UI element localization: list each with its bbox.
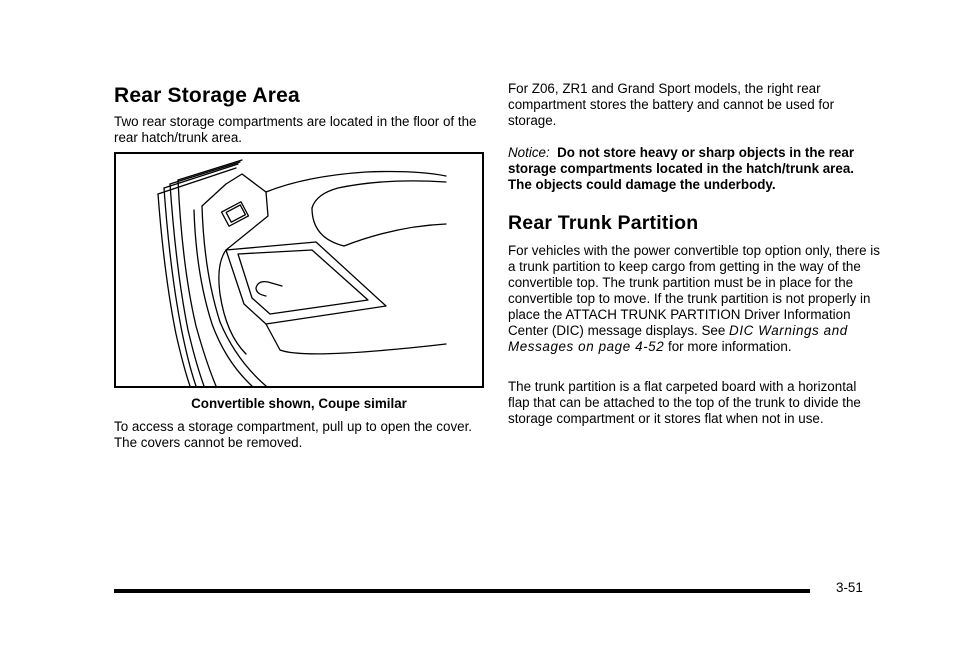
- trunk-partition-text-end: for more information.: [668, 339, 792, 354]
- intro-paragraph: Two rear storage compartments are located in the floor of the rear hatch/trunk area.: [114, 114, 477, 145]
- trunk-partition-paragraph: [508, 243, 880, 355]
- notice-label: Notice:: [508, 145, 550, 160]
- section-heading-rear-trunk-partition: Rear Trunk Partition: [508, 212, 699, 234]
- notice-text: Do not store heavy or sharp objects in the rear storage compartments located in the hatch/trunk area. The objects could damage the underbody.: [508, 145, 855, 192]
- notice-paragraph: [508, 145, 880, 193]
- trunk-partition-text: For vehicles with the power convertible top option only, there is a trunk partition to keep cargo from getting in the way of the convertible top. The trunk partition must be in place for the convertible top to move. If the trunk partition is not properly in place the ATTACH TRUNK PARTITION Driver Information Center (DIC) message displays. See: [508, 243, 880, 338]
- z06-paragraph: For Z06, ZR1 and Grand Sport models, the right rear compartment stores the battery and cannot be used for storage.: [508, 81, 835, 128]
- page-number: 3-51: [836, 580, 863, 595]
- access-paragraph: To access a storage compartment, pull up to open the cover. The covers cannot be removed.: [114, 419, 473, 450]
- section-heading-rear-storage-area: Rear Storage Area: [114, 84, 300, 107]
- trunk-line-drawing: [116, 154, 482, 386]
- figure-caption: Convertible shown, Coupe similar: [191, 396, 407, 411]
- trunk-illustration: [114, 152, 484, 388]
- footer-rule: [114, 589, 810, 593]
- dic-reference-link[interactable]: DIC Warnings and Messages on page 4-52: [508, 323, 848, 354]
- flat-board-paragraph: The trunk partition is a flat carpeted board with a horizontal flap that can be attached to the top of the trunk to divide the storage compartment or it stores flat when not in use.: [508, 379, 861, 426]
